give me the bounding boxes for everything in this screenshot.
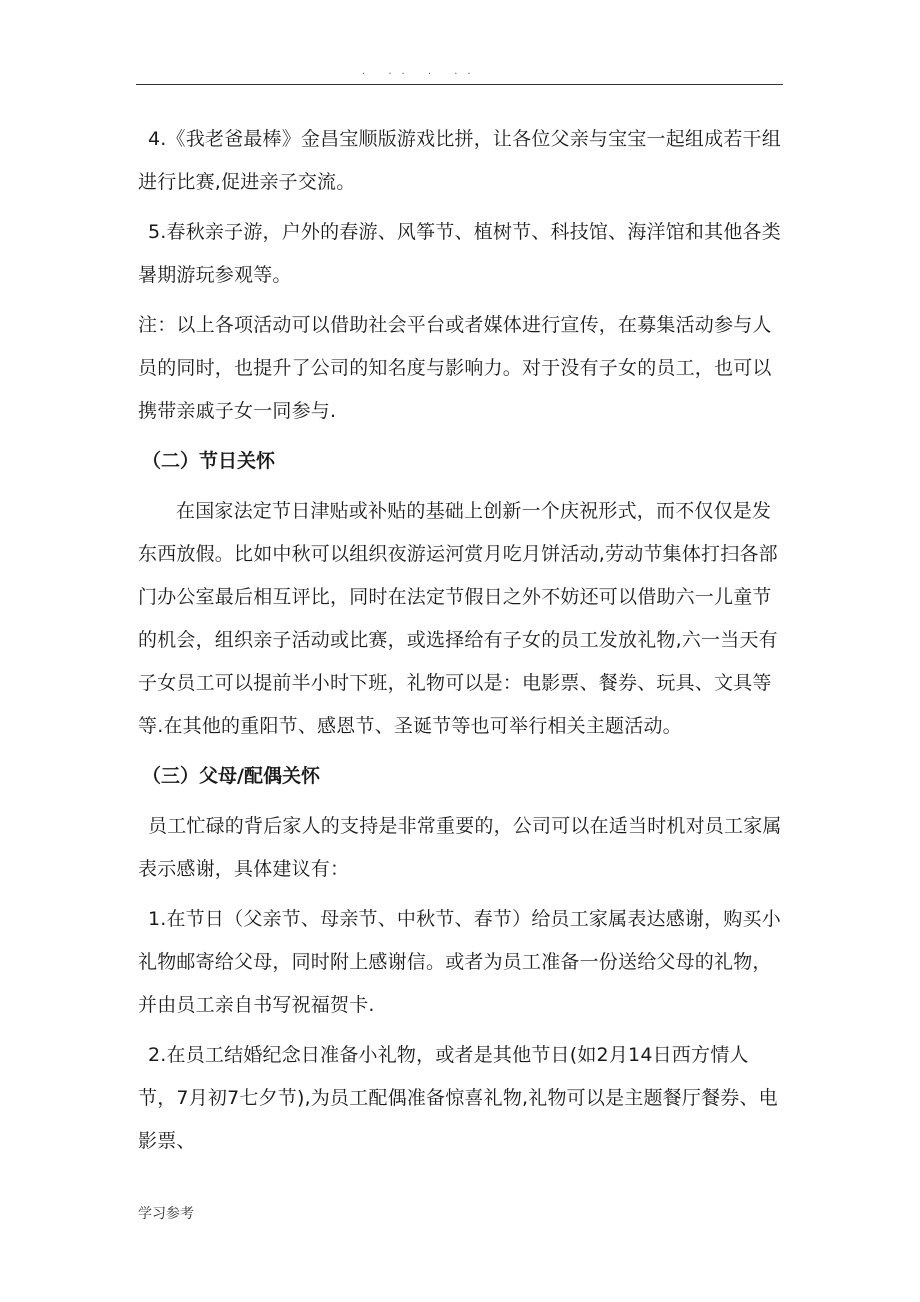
header-marks: . .. . ..	[362, 66, 481, 77]
paragraph-item-5: 5.春秋亲子游，户外的春游、风筝节、植树节、科技馆、海洋馆和其他各类暑期游玩参观等。	[138, 221, 781, 286]
section-heading-holiday-care: （二）节日关怀	[142, 450, 276, 472]
paragraph-note: 注：以上各项活动可以借助社会平台或者媒体进行宣传，在募集活动参与人员的同时，也提升了公司的知名度与影响力。对于没有子女的员工，也可以携带亲戚子女一同参与.	[138, 314, 772, 422]
page-header	[136, 62, 783, 85]
document-body	[138, 118, 786, 1163]
paragraph-family-intro: 员工忙碌的背后家人的支持是非常重要的，公司可以在适当时机对员工家属表示感谢，具体建议有：	[138, 815, 782, 880]
paragraph-holiday-care: 在国家法定节日津贴或补贴的基础上创新一个庆祝形式，而不仅仅是发东西放假。比如中秋可以组织夜游运河赏月吃月饼活动,劳动节集体打扫各部门办公室最后相互评比，同时在法定节假日之外不妨还可以借助六一儿童节的机会，组织亲子活动或比赛，或选择给有子女的员工发放礼物,六一当天有子女员工可以提前半小时下班，礼物可以是：电影票、餐券、玩具、文具等等.在其他的重阳节、感恩节、圣诞节等也可举行相关主题活动。	[138, 500, 778, 737]
paragraph-item-1: 1.在节日（父亲节、母亲节、中秋节、春节）给员工家属表达感谢，购买小礼物邮寄给父母，同时附上感谢信。或者为员工准备一份送给父母的礼物，并由员工亲自书写祝福贺卡.	[138, 908, 781, 1016]
page-footer: 学习参考	[138, 1206, 194, 1222]
section-heading-family-care: （三）父母/配偶关怀	[142, 765, 320, 787]
paragraph-item-2: 2.在员工结婚纪念日准备小礼物，或者是其他节日(如2月14日西方情人节，7月初7七夕节),为员工配偶准备惊喜礼物,礼物可以是主题餐厅餐券、电影票、	[138, 1044, 778, 1152]
paragraph-item-4: 4.《我老爸最棒》金昌宝顺版游戏比拼，让各位父亲与宝宝一起组成若干组进行比赛,促进亲子交流。	[138, 128, 781, 193]
